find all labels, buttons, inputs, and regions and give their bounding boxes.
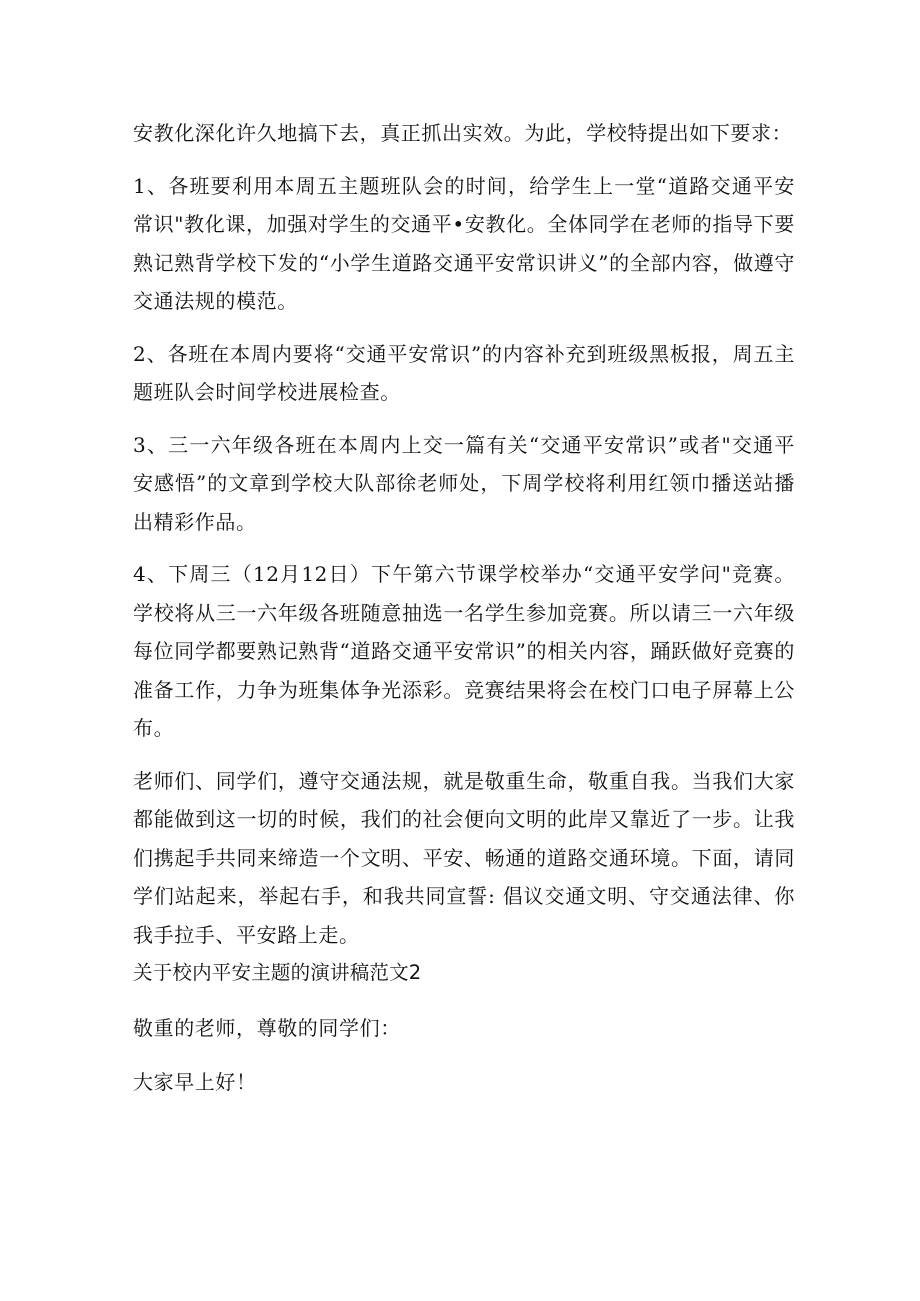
- section-heading: 关于校内平安主题的演讲稿范文2: [133, 961, 422, 984]
- requirement-2-paragraph: 2、各班在本周内要将“交通平安常识”的内容补充到班级黑板报，周五主题班队会时间学校进展检查。: [133, 341, 795, 404]
- requirement-1-paragraph: 1、各班要利用本周五主题班队会的时间，给学生上一堂“道路交通平安常识"教化课，加强对学生的交通平•安教化。全体同学在老师的指导下要熟记熟背学校下发的“小学生道路交通平安常识讲义”的全部内容，做遵守交通法规的模范。: [133, 173, 795, 313]
- salutation-line: 敬重的老师，尊敬的同学们：: [133, 1015, 401, 1040]
- closing-paragraph: 老师们、同学们，遵守交通法规，就是敬重生命，敬重自我。当我们大家都能做到这一切的时候，我们的社会便向文明的此岸又靠近了一步。让我们携起手共同来缔造一个文明、平安、畅通的道路交通环境。下面，请同学们站起来，举起右手，和我共同宣誓: 倡议交通文明、守交通法律、你我手拉手、平安路上走。: [133, 768, 795, 947]
- intro-paragraph: 安教化深化许久地搞下去，真正抓出实效。为此，学校特提出如下要求：: [133, 121, 793, 145]
- greeting-line: 大家早上好！: [133, 1070, 257, 1094]
- requirement-3-paragraph: 3、三一六年级各班在本周内上交一篇有关“交通平安常识”或者"交通平安感悟”的文章到学校大队部徐老师处，下周学校将利用红领巾播送站播出精彩作品。: [133, 432, 795, 534]
- document-body: [133, 114, 795, 1102]
- requirement-4-paragraph: 4、下周三（12月12日）下午第六节课学校举办“交通平安学问"竞赛。学校将从三一六年级各班随意抽选一名学生参加竞赛。所以请三一六年级每位同学都要熟记熟背“道路交通平安常识”的相关内容，踊跃做好竞赛的准备工作，力争为班集体争光添彩。竞赛结果将会在校门口电子屏幕上公布。: [133, 562, 795, 740]
